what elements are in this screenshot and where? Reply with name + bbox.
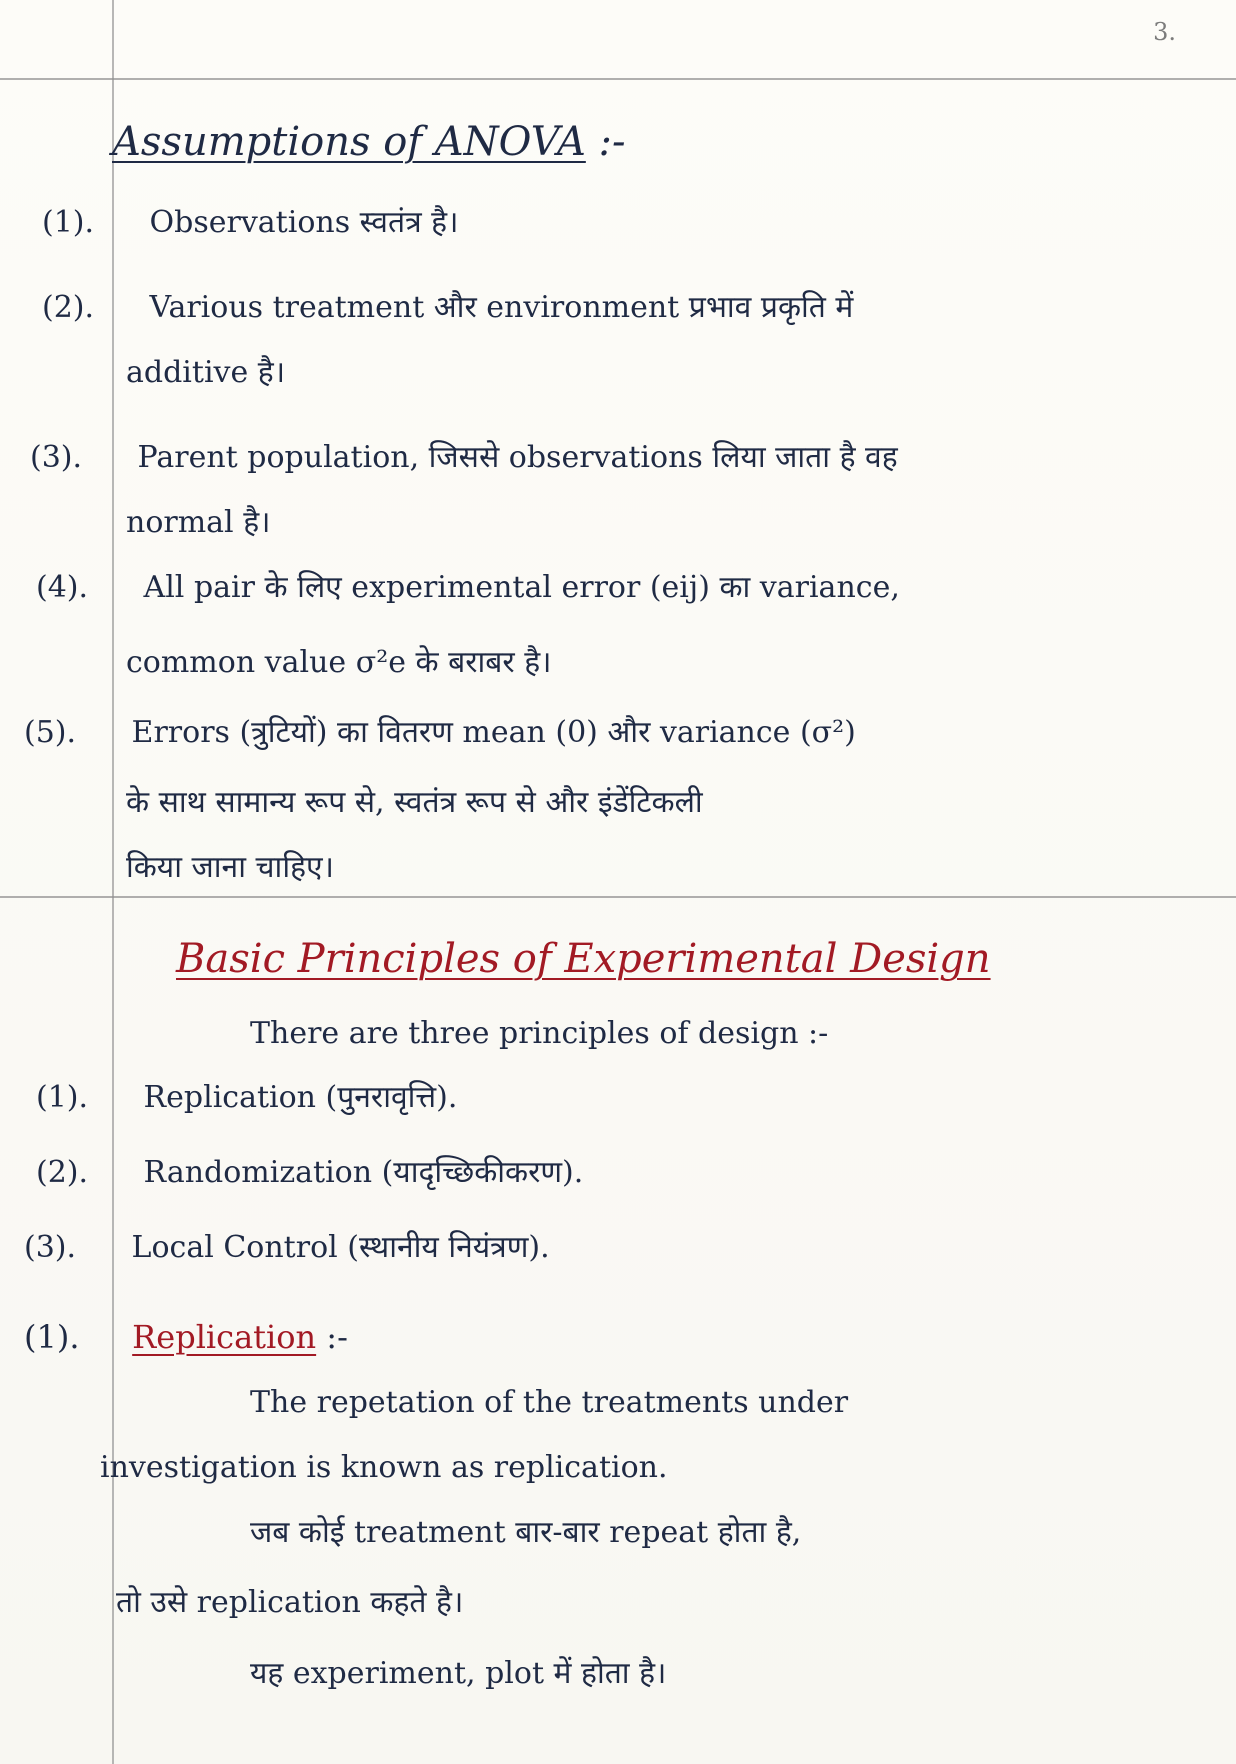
item-number: (1). xyxy=(42,205,95,240)
section1-item-5-line-2: के साथ सामान्य रूप से, स्वतंत्र रूप से और इंडेंटिकली xyxy=(126,785,703,820)
item-text: Replication (पुनरावृत्ति). xyxy=(143,1080,458,1115)
item-text: All pair के लिए experimental error (eij) का variance, xyxy=(143,570,900,605)
section2-item-1 xyxy=(36,1080,457,1116)
section1-item-3 xyxy=(30,440,898,476)
item-number: (3). xyxy=(24,1230,77,1265)
item-number: (1). xyxy=(36,1080,89,1115)
section3-line-3: जब कोई treatment बार-बार repeat होता है, xyxy=(250,1515,802,1550)
section2-item-3 xyxy=(24,1230,550,1266)
section2-title: Basic Principles of Experimental Design xyxy=(176,936,991,982)
section3-line-2: investigation is known as replication. xyxy=(100,1450,668,1485)
margin-line xyxy=(112,0,114,1764)
section1-item-4-line-2: common value σ²e के बराबर है। xyxy=(126,645,552,680)
item-text: Observations स्वतंत्र है। xyxy=(149,205,459,240)
section2-intro: There are three principles of design :- xyxy=(250,1016,829,1051)
top-rule xyxy=(0,78,1236,80)
section1-suffix: :- xyxy=(598,119,626,165)
item-text: Parent population, जिससे observations लिया जाता है वह xyxy=(137,440,898,475)
section3-title: Replication xyxy=(132,1318,317,1356)
section1-title: Assumptions of ANOVA xyxy=(112,119,586,165)
section1-item-2-line-2: additive है। xyxy=(126,355,286,390)
section3-heading xyxy=(24,1318,348,1356)
section1-item-5 xyxy=(24,715,856,751)
section1-item-2 xyxy=(42,290,853,326)
item-text: Randomization (यादृच्छिकीकरण). xyxy=(143,1155,584,1190)
section3-line-4: तो उसे replication कहते है। xyxy=(116,1585,464,1620)
section3-line-5: यह experiment, plot में होता है। xyxy=(250,1656,667,1691)
section1-item-4 xyxy=(36,570,900,606)
item-number: (4). xyxy=(36,570,89,605)
item-number: (2). xyxy=(42,290,95,325)
section1-heading xyxy=(112,118,626,166)
item-number: (3). xyxy=(30,440,83,475)
section1-item-1 xyxy=(42,205,458,241)
section-divider xyxy=(0,896,1236,898)
item-text: Various treatment और environment प्रभाव प्रकृति में xyxy=(149,290,854,325)
section3-suffix: :- xyxy=(326,1318,348,1356)
section2-heading xyxy=(176,935,991,983)
section3-line-1: The repetation of the treatments under xyxy=(250,1385,849,1420)
section3-number: (1). xyxy=(24,1318,80,1356)
section1-item-3-line-2: normal है। xyxy=(126,505,271,540)
section2-item-2 xyxy=(36,1155,583,1191)
section1-item-5-line-3: किया जाना चाहिए। xyxy=(126,850,334,885)
item-text: Errors (त्रुटियों) का वितरण mean (0) और variance (σ²) xyxy=(131,715,856,750)
item-number: (5). xyxy=(24,715,77,750)
item-number: (2). xyxy=(36,1155,89,1190)
page-number: 3. xyxy=(1153,18,1176,46)
item-text: Local Control (स्थानीय नियंत्रण). xyxy=(131,1230,550,1265)
